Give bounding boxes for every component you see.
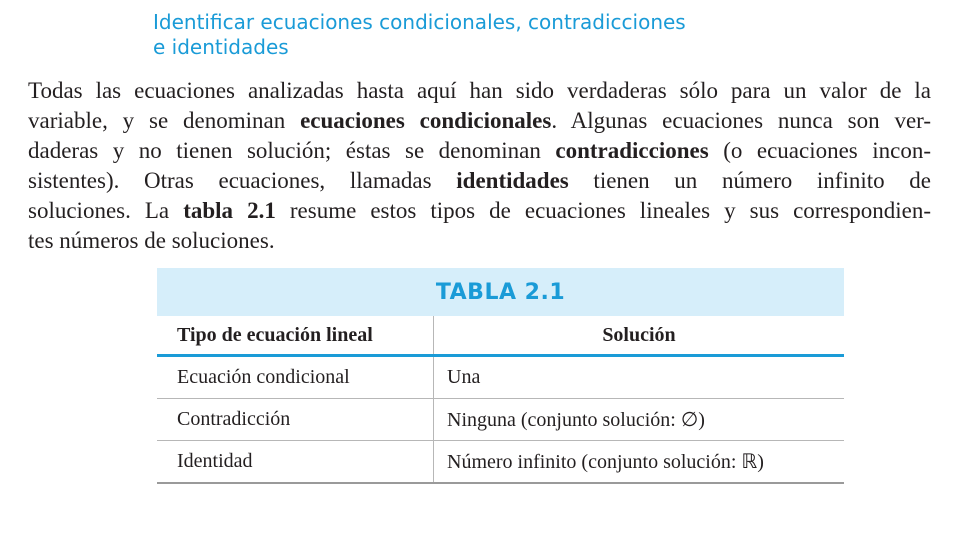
paragraph-text: . Algunas ecuaciones nunca son ver-: [551, 108, 932, 133]
table-cell-solution: Ninguna (conjunto solución: ∅): [434, 399, 845, 441]
table-cell-solution: Número infinito (conjunto solución: ℝ): [434, 441, 845, 484]
paragraph-text: tienen un número infinito de: [568, 168, 932, 193]
paragraph-text: (o ecuaciones incon-: [708, 138, 932, 163]
section-heading: [153, 10, 793, 60]
table-row: [157, 356, 844, 399]
table-header-row: [157, 316, 844, 356]
table-row: [157, 399, 844, 441]
equation-types-table: [157, 316, 844, 484]
term-identidades: identidades: [456, 168, 569, 193]
table-cell-type: Identidad: [157, 441, 434, 484]
term-tabla-reference: tabla 2.1: [183, 198, 276, 223]
paragraph-line-2: [28, 106, 931, 136]
body-paragraph: [28, 76, 931, 256]
section-heading-line-1: Identificar ecuaciones condicionales, contradicciones: [153, 10, 686, 34]
paragraph-text: daderas y no tienen solución; éstas se denominan: [28, 138, 541, 163]
paragraph-line-4: [28, 166, 931, 196]
column-header-type: Tipo de ecuación lineal: [157, 316, 434, 356]
paragraph-text: soluciones. La: [28, 198, 170, 223]
paragraph-text: sistentes). Otras ecuaciones, llamadas: [28, 168, 432, 193]
paragraph-text: variable, y se denominan: [28, 108, 286, 133]
paragraph-text: tes números de soluciones.: [28, 228, 275, 253]
paragraph-line-3: [28, 136, 931, 166]
table-cell-type: Contradicción: [157, 399, 434, 441]
paragraph-line-5: [28, 196, 931, 226]
paragraph-line-1: [28, 76, 931, 106]
term-contradicciones: contradicciones: [555, 138, 709, 163]
section-heading-line-2: e identidades: [153, 35, 289, 59]
column-header-solution: Solución: [434, 316, 845, 356]
table-cell-type: Ecuación condicional: [157, 356, 434, 399]
table-row: [157, 441, 844, 484]
table-cell-solution: Una: [434, 356, 845, 399]
table-title: TABLA 2.1: [157, 268, 844, 316]
term-ecuaciones-condicionales: ecuaciones condicionales: [300, 108, 552, 133]
paragraph-line-6: [28, 226, 931, 256]
paragraph-text: resume estos tipos de ecuaciones lineales y sus correspondien-: [275, 198, 932, 223]
table-container: [157, 268, 844, 484]
paragraph-text: Todas las ecuaciones analizadas hasta aquí han sido verdaderas sólo para un valor de la: [28, 78, 931, 103]
